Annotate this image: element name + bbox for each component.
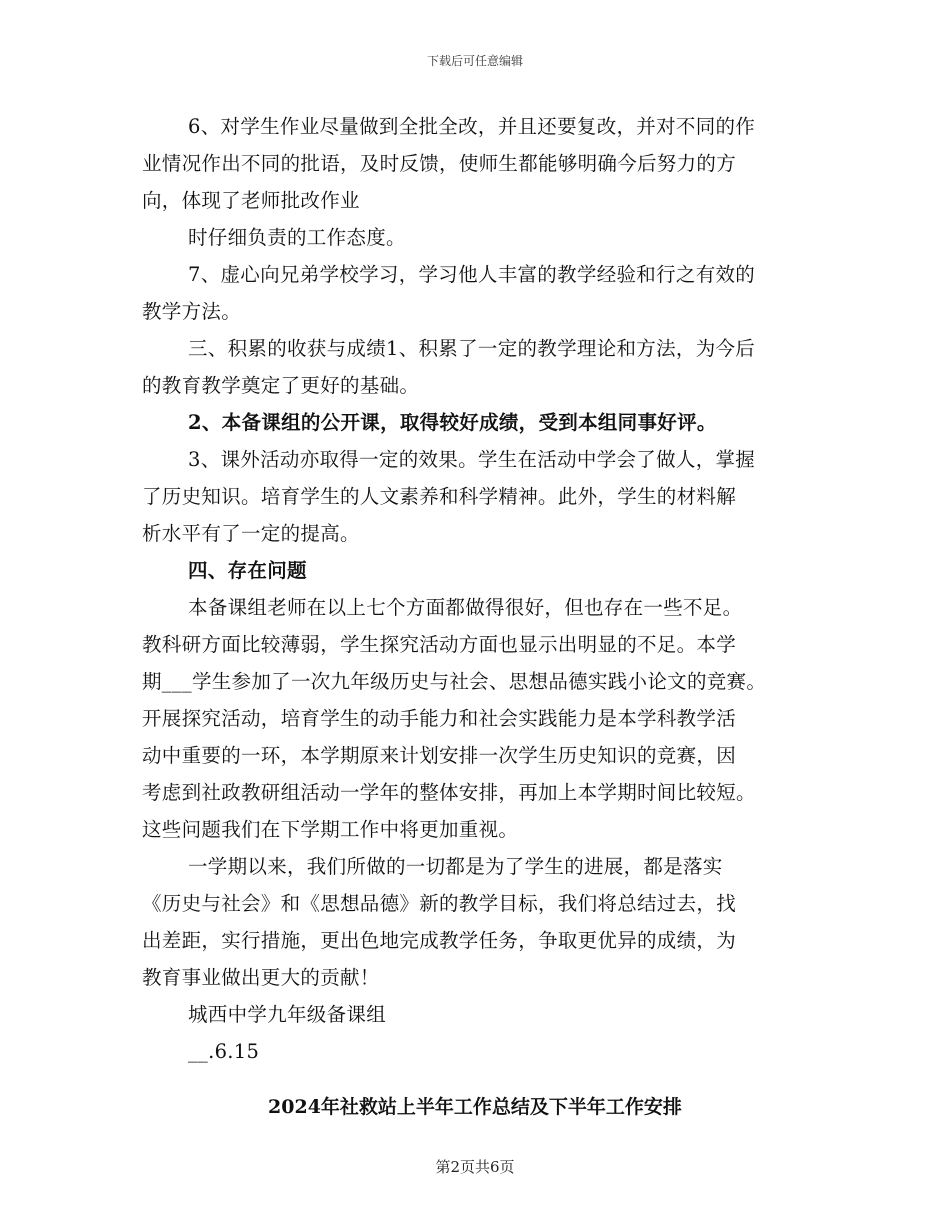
- text-line: 教学方法。: [142, 300, 242, 323]
- date-line: __.6.15: [188, 1040, 260, 1063]
- text-line: 的教育教学奠定了更好的基础。: [142, 374, 420, 397]
- text-line: 业情况作出不同的批语，及时反馈，使师生都能够明确今后努力的方: [142, 152, 737, 175]
- page-header: 下载后可任意编辑: [426, 54, 523, 68]
- section-heading: 四、存在问题: [188, 559, 307, 582]
- text-line: 出差距，实行措施，更出色地完成教学任务，争取更优异的成绩，为: [142, 929, 737, 952]
- text-line: 3、课外活动亦取得一定的效果。学生在活动中学会了做人，掌握: [188, 448, 756, 471]
- text-line: 三、积累的收获与成绩1、积累了一定的教学理论和方法，为今后: [188, 337, 756, 360]
- signature-line: 城西中学九年级备课组: [188, 1003, 387, 1026]
- text-line: 开展探究活动，培育学生的动手能力和社会实践能力是本学科教学活: [142, 707, 737, 730]
- text-line: 教育事业做出更大的贡献！: [142, 966, 380, 989]
- text-line: 本备课组老师在以上七个方面都做得很好，但也存在一些不足。: [188, 596, 743, 619]
- bold-text-line: 2、本备课组的公开课，取得较好成绩，受到本组同事好评。: [188, 411, 717, 434]
- text-line: 向，体现了老师批改作业: [142, 189, 360, 212]
- text-line: 考虑到社政教研组活动一学年的整体安排，再加上本学期时间比较短。: [142, 781, 756, 804]
- text-line: 期___学生参加了一次九年级历史与社会、思想品德实践小论文的竞赛。: [142, 670, 767, 693]
- text-line: 一学期以来，我们所做的一切都是为了学生的进展，都是落实: [188, 855, 723, 878]
- text-line: 《历史与社会》和《思想品德》新的教学目标，我们将总结过去，找: [142, 892, 737, 915]
- text-line: 了历史知识。培育学生的人文素养和科学精神。此外，学生的材料解: [142, 485, 737, 508]
- text-line: 析水平有了一定的提高。: [142, 522, 360, 545]
- text-line: 6、对学生作业尽量做到全批全改，并且还要复改，并对不同的作: [188, 115, 756, 138]
- text-line: 时仔细负责的工作态度。: [188, 226, 406, 249]
- text-line: 这些问题我们在下学期工作中将更加重视。: [142, 818, 519, 841]
- next-section-title: 2024年社救站上半年工作总结及下半年工作安排: [268, 1096, 682, 1118]
- text-line: 动中重要的一环，本学期原来计划安排一次学生历史知识的竞赛，因: [142, 744, 737, 767]
- page-footer: 第2页共6页: [435, 1158, 515, 1176]
- text-line: 教科研方面比较薄弱，学生探究活动方面也显示出明显的不足。本学: [142, 633, 737, 656]
- text-line: 7、虚心向兄弟学校学习，学习他人丰富的教学经验和行之有效的: [188, 263, 756, 286]
